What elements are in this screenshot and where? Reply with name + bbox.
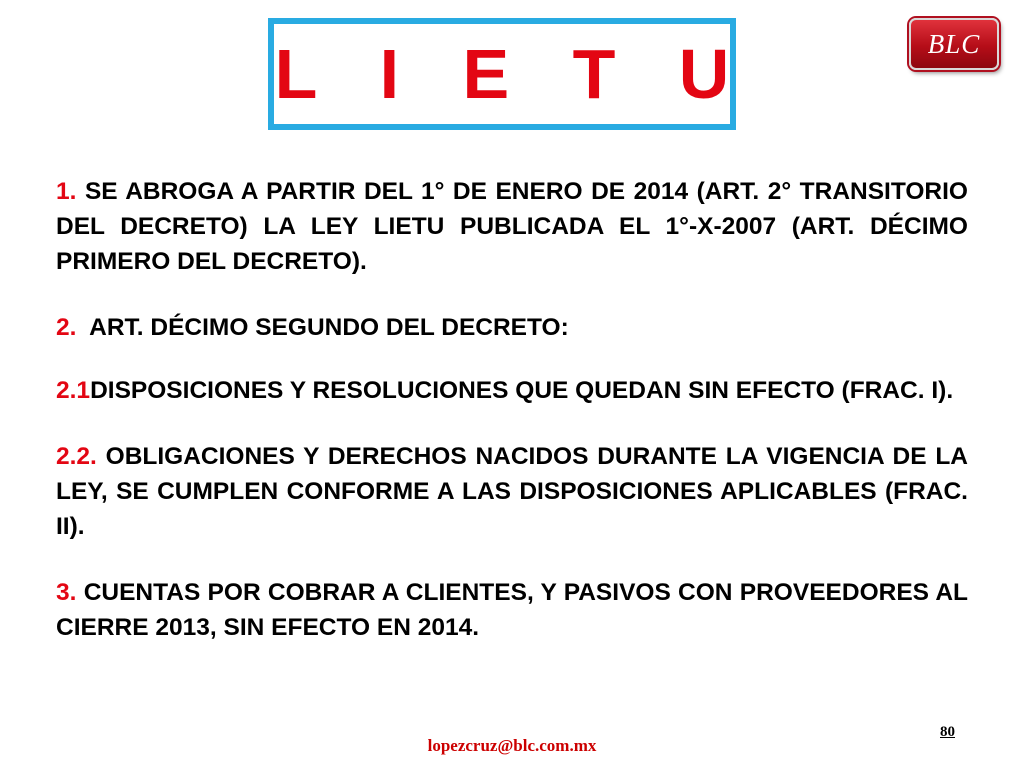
footer-email: lopezcruz@blc.com.mx [427,736,597,755]
item-text: OBLIGACIONES Y DERECHOS NACIDOS DURANTE LA VIGENCIA DE LA LEY, SE CUMPLEN CONFORME A LAS DISPOSICIONES APLICABLES (FRAC. II). [56,443,968,540]
item-number: 3. [56,579,77,606]
item-number: 2.1 [56,377,91,404]
item-text: ART. DÉCIMO SEGUNDO DEL DECRETO: [76,314,569,341]
logo-text: BLC [927,28,981,59]
list-item-2-2 [56,439,968,544]
list-item-2-1 [56,373,968,408]
item-number: 1. [56,178,77,205]
item-text: DISPOSICIONES Y RESOLUCIONES QUE QUEDAN SIN EFECTO (FRAC. I). [90,377,954,404]
blc-logo [909,18,999,70]
list-item-1 [56,174,968,279]
item-text: CUENTAS POR COBRAR A CLIENTES, Y PASIVOS CON PROVEEDORES AL CIERRE 2013, SIN EFECTO EN 2014. [56,579,968,641]
list-item-3 [56,575,968,645]
list-item-2 [56,310,968,345]
item-number: 2.2. [56,443,97,470]
item-text: SE ABROGA A PARTIR DEL 1° DE ENERO DE 2014 (ART. 2° TRANSITORIO DEL DECRETO) LA LEY LIETU PUBLICADA EL 1°-X-2007 (ART. DÉCIMO PRIMERO DEL DECRETO). [56,178,968,275]
title-frame [268,18,752,130]
item-number: 2. [56,314,77,341]
slide-body [56,174,968,645]
slide-title: L I E T U [274,35,752,113]
page-number: 80 [940,724,955,740]
